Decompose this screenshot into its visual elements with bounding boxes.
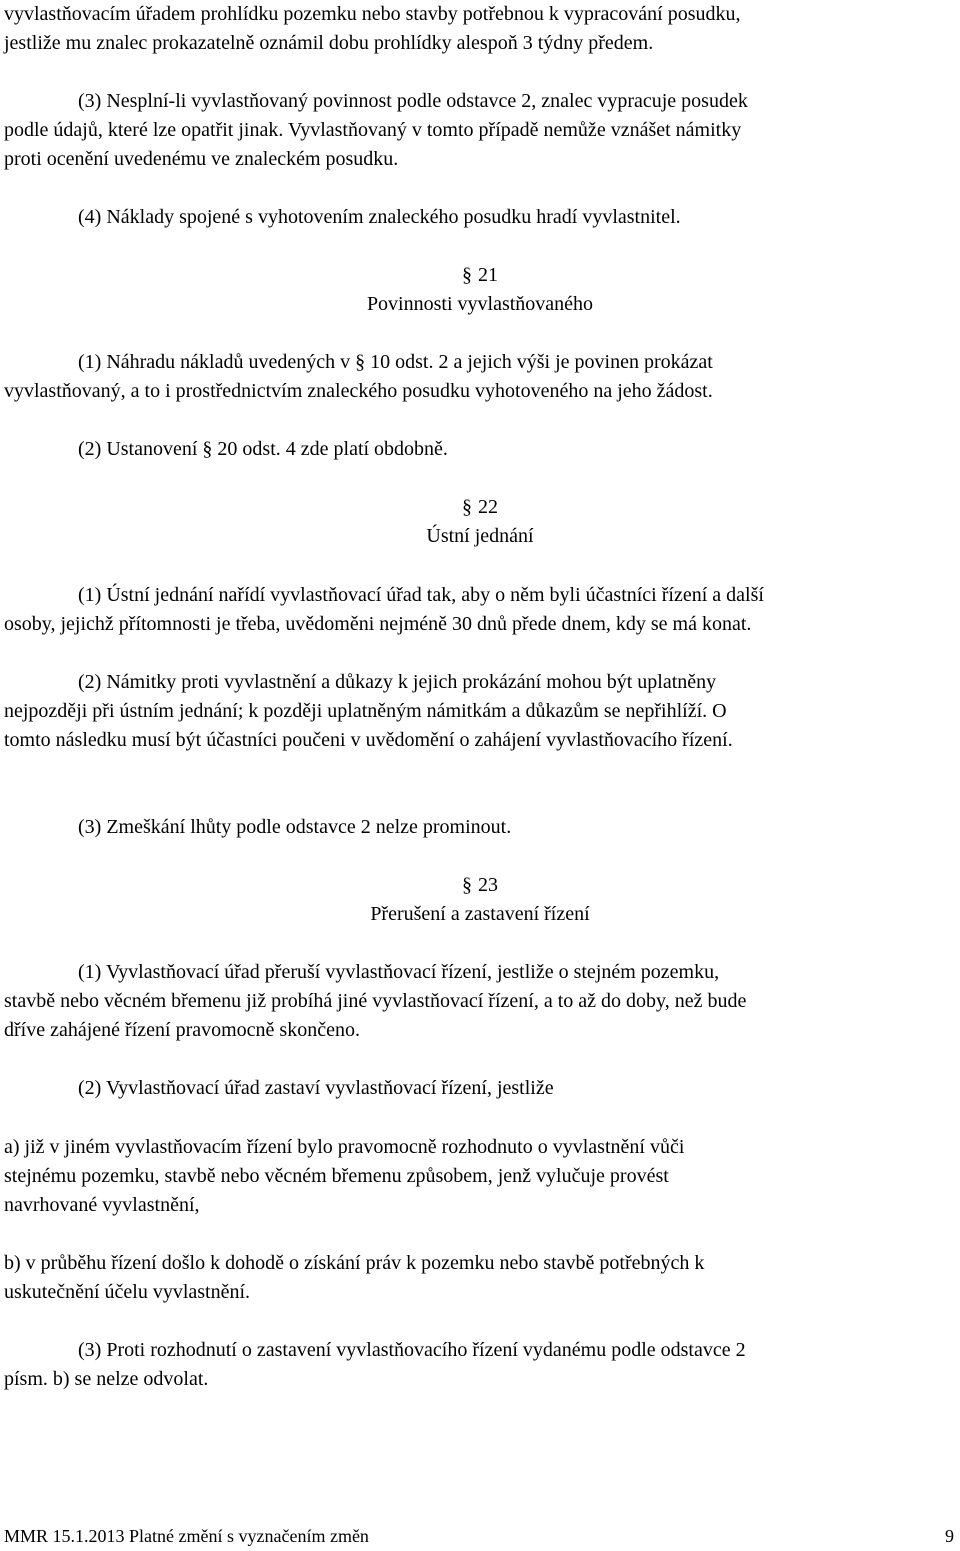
section-title: Ústní jednání [426, 525, 534, 547]
paragraph-line: (1) Vyvlastňovací úřad přeruší vyvlastňovací řízení, jestliže o stejném pozemku, [78, 961, 720, 983]
section-number [0, 495, 960, 519]
section-sign: § [462, 496, 472, 518]
paragraph-line: (4) Náklady spojené s vyhotovením znaleckého posudku hradí vyvlastnitel. [78, 206, 681, 228]
paragraph-line: jestliže mu znalec prokazatelně oznámil dobu prohlídky alespoň 3 týdny předem. [4, 32, 654, 54]
paragraph-line: (3) Zmeškání lhůty podle odstavce 2 nelze prominout. [78, 816, 512, 838]
paragraph-line: podle údajů, které lze opatřit jinak. Vyvlastňovaný v tomto případě nemůže vznášet námitky [4, 119, 742, 141]
section-number [0, 263, 960, 287]
section-sign: § [462, 874, 472, 896]
paragraph-line: stavbě nebo věcném břemenu již probíhá jiné vyvlastňovací řízení, a to až do doby, než bude [4, 990, 747, 1012]
paragraph-line: (3) Nesplní-li vyvlastňovaný povinnost podle odstavce 2, znalec vypracuje posudek [78, 90, 748, 112]
paragraph-line: (3) Proti rozhodnutí o zastavení vyvlastňovacího řízení vydanému podle odstavce 2 [78, 1339, 746, 1361]
paragraph-line: tomto následku musí být účastníci poučeni v uvědomění o zahájení vyvlastňovacího řízení. [4, 729, 733, 751]
section-number-value: 21 [478, 264, 498, 286]
paragraph-line: b) v průběhu řízení došlo k dohodě o získání práv k pozemku nebo stavbě potřebných k [4, 1252, 705, 1274]
section-number [0, 873, 960, 897]
paragraph-line: nejpozději při ústním jednání; k později uplatněným námitkám a důkazům se nepřihlíží. O [4, 700, 727, 722]
paragraph-line: (2) Ustanovení § 20 odst. 4 zde platí obdobně. [78, 438, 448, 460]
paragraph-line: (1) Ústní jednání nařídí vyvlastňovací úřad tak, aby o něm byli účastníci řízení a další [78, 584, 764, 606]
paragraph-line: uskutečnění účelu vyvlastnění. [4, 1281, 251, 1303]
paragraph-line: dříve zahájené řízení pravomocně skončeno. [4, 1019, 360, 1041]
paragraph-line: proti ocenění uvedenému ve znaleckém posudku. [4, 148, 399, 170]
paragraph-line: osoby, jejichž přítomnosti je třeba, uvědoměni nejméně 30 dnů přede dnem, kdy se má konat. [4, 613, 752, 635]
paragraph-line: a) již v jiném vyvlastňovacím řízení bylo pravomocně rozhodnuto o vyvlastnění vůči [4, 1136, 685, 1158]
section-title: Povinnosti vyvlastňovaného [366, 293, 594, 315]
paragraph-line: (2) Námitky proti vyvlastnění a důkazy k jejich prokázání mohou být uplatněny [78, 671, 717, 693]
paragraph-line: (2) Vyvlastňovací úřad zastaví vyvlastňovací řízení, jestliže [78, 1077, 554, 1099]
paragraph-line: (1) Náhradu nákladů uvedených v § 10 odst. 2 a jejich výši je povinen prokázat [78, 351, 713, 373]
section-title: Přerušení a zastavení řízení [370, 903, 590, 925]
paragraph-line: navrhované vyvlastnění, [4, 1194, 200, 1216]
paragraph-line: vyvlastňovacím úřadem prohlídku pozemku nebo stavby potřebnou k vypracování posudku, [4, 3, 741, 25]
page-number: 9 [945, 1526, 954, 1546]
paragraph-line: vyvlastňovaný, a to i prostřednictvím znaleckého posudku vyhotoveného na jeho žádost. [4, 380, 713, 402]
section-number-value: 22 [478, 496, 498, 518]
paragraph-line: písm. b) se nelze odvolat. [4, 1368, 209, 1390]
section-sign: § [462, 264, 472, 286]
section-number-value: 23 [478, 874, 498, 896]
paragraph-line: stejnému pozemku, stavbě nebo věcném břemenu způsobem, jenž vylučuje provést [4, 1165, 669, 1187]
footer-text: MMR 15.1.2013 Platné změní s vyznačením změn [4, 1526, 369, 1546]
